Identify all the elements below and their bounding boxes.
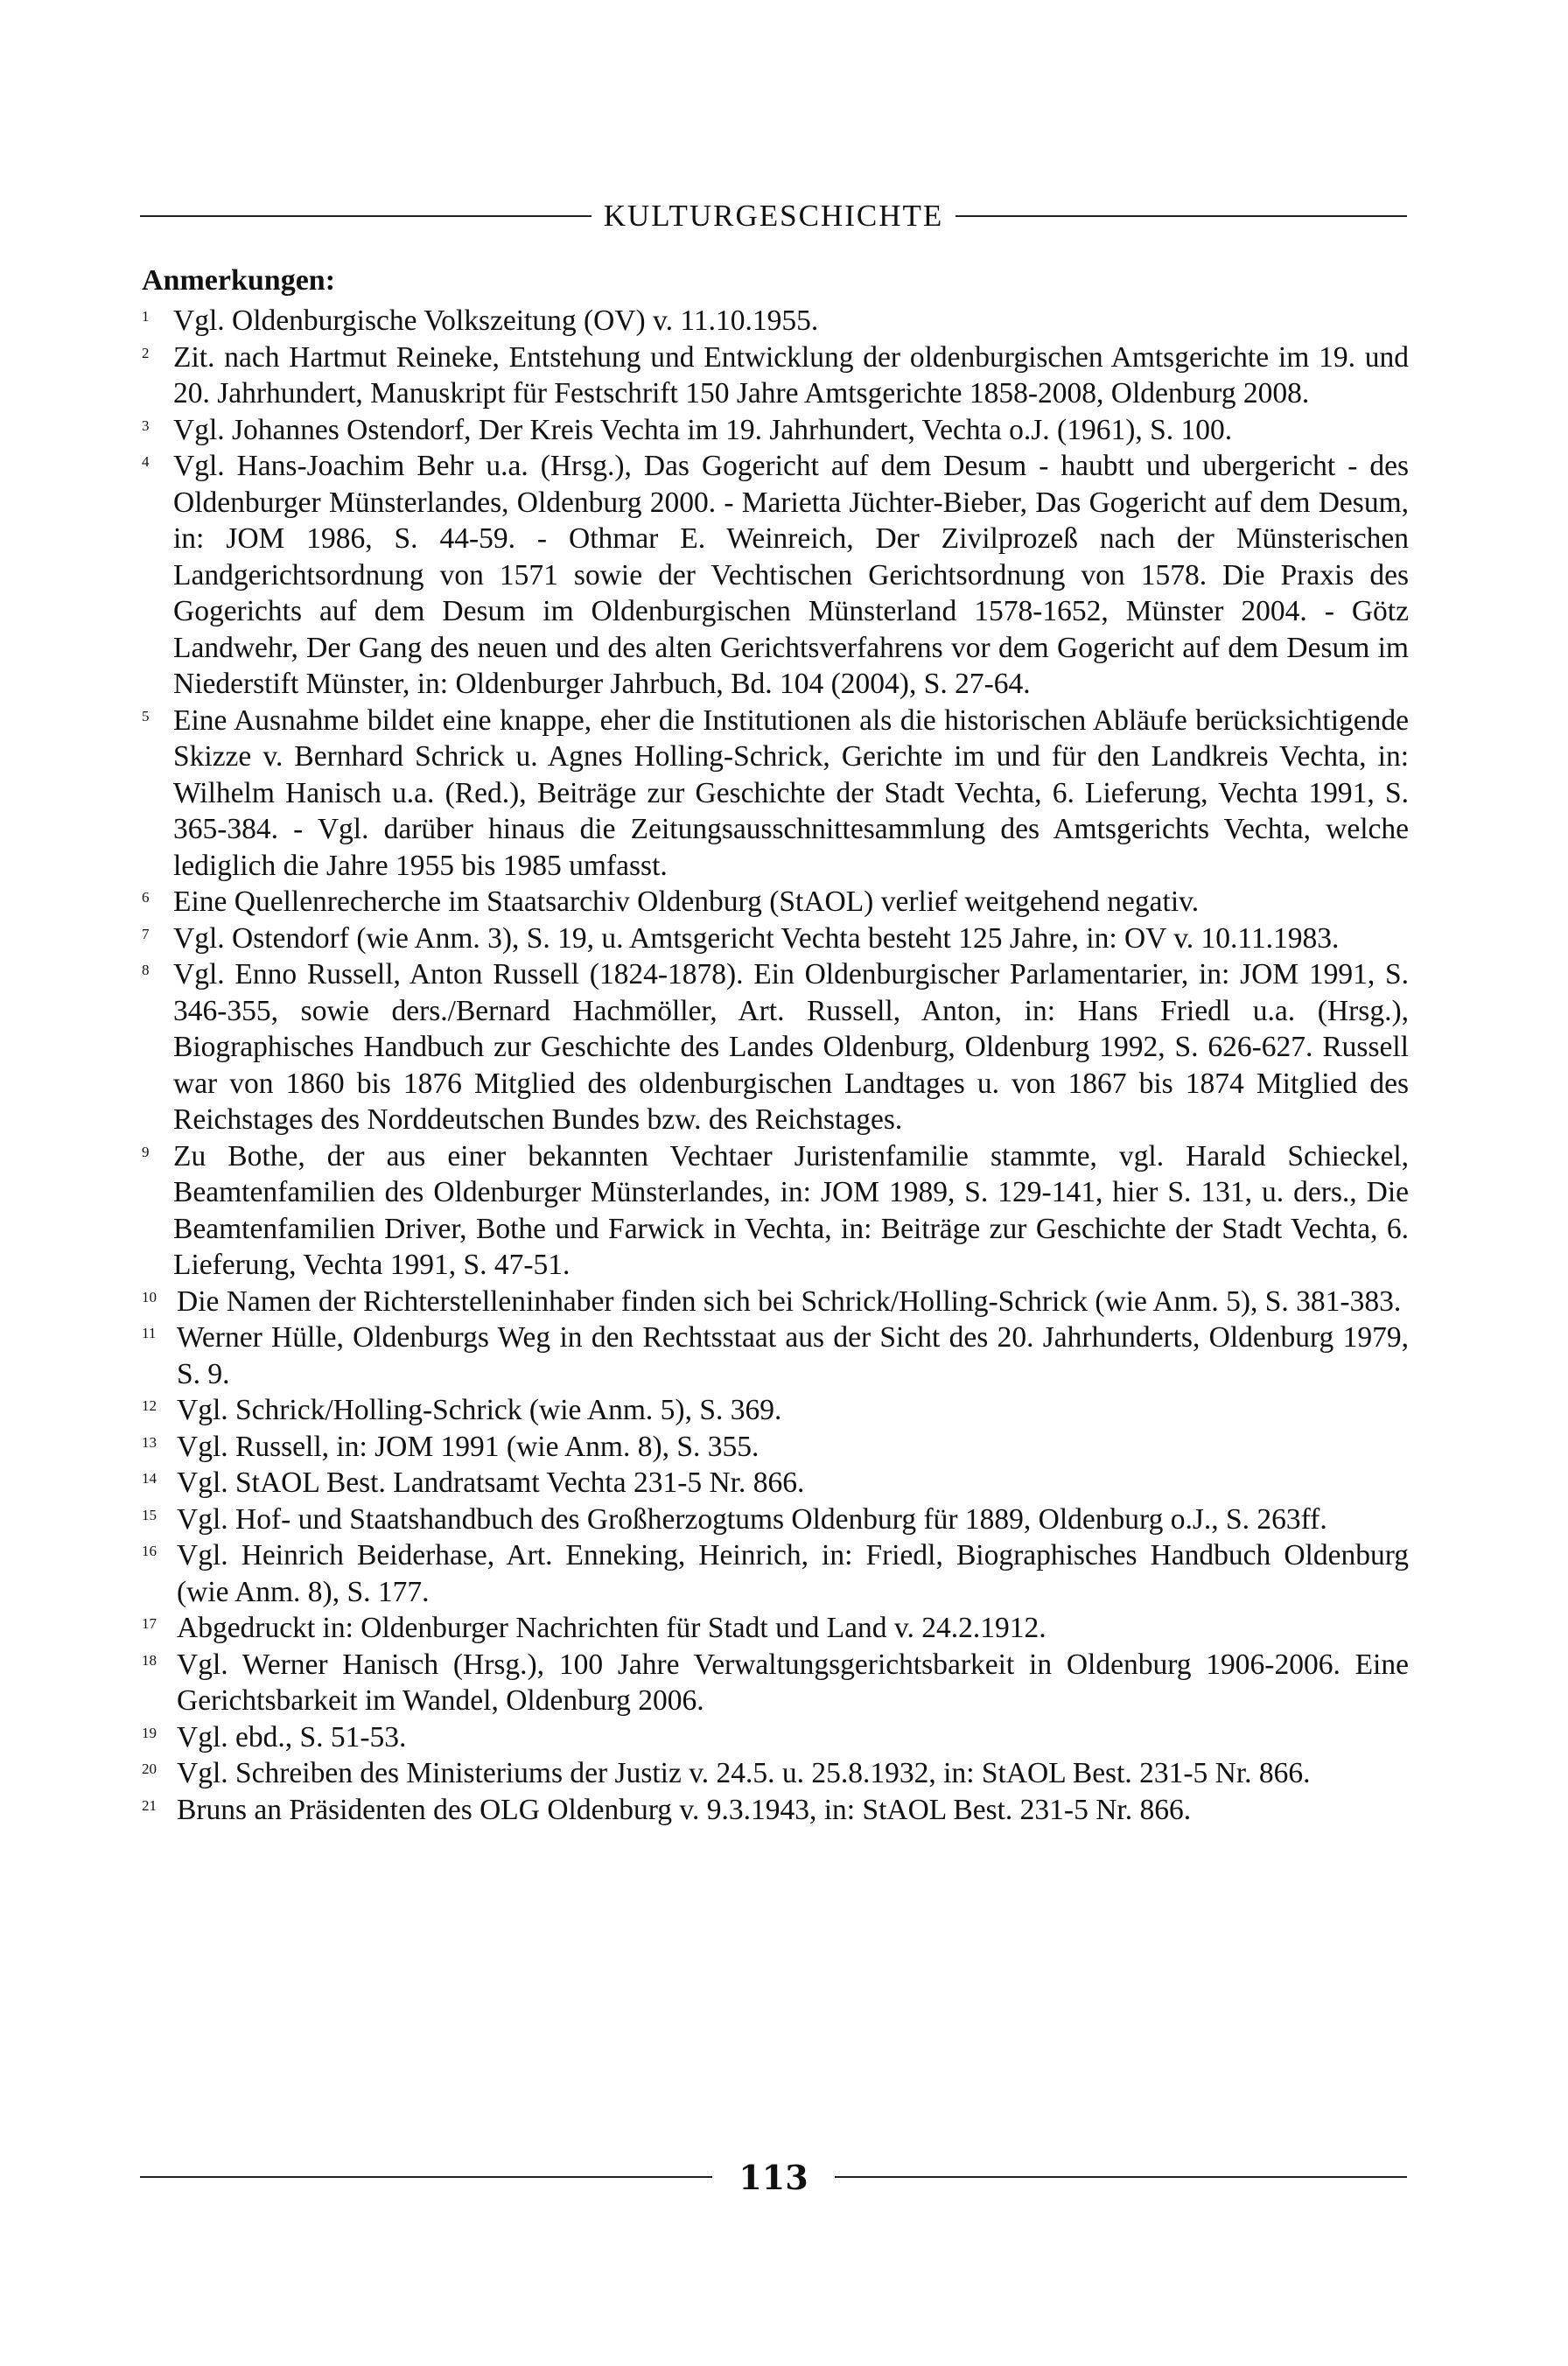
footnote-17 xyxy=(142,1610,1409,1647)
footnote-number: 7 xyxy=(142,925,150,942)
footnote-text: Vgl. Russell, in: JOM 1991 (wie Anm. 8), S. 355. xyxy=(177,1430,760,1463)
footnote-text: Vgl. ebd., S. 51-53. xyxy=(177,1720,407,1754)
header-rule-right xyxy=(956,215,1407,217)
footnote-9 xyxy=(142,1138,1409,1284)
footnote-11 xyxy=(142,1320,1409,1392)
footnote-7 xyxy=(142,920,1409,957)
footer-rule-left xyxy=(140,2176,712,2178)
footnote-number: 12 xyxy=(142,1397,157,1414)
footnote-15 xyxy=(142,1502,1409,1538)
footnote-text: Vgl. StAOL Best. Landratsamt Vechta 231-5 Nr. 866. xyxy=(177,1466,805,1499)
footnote-number: 9 xyxy=(142,1143,150,1160)
footnote-text: Vgl. Johannes Ostendorf, Der Kreis Vechta im 19. Jahrhundert, Vechta o.J. (1961), S. 100. xyxy=(173,413,1233,446)
footnote-number: 16 xyxy=(142,1543,157,1559)
footnote-number: 4 xyxy=(142,453,150,470)
footnote-text: Eine Quellenrecherche im Staatsarchiv Oldenburg (StAOL) verlief weitgehend negativ. xyxy=(173,886,1200,918)
footnote-18 xyxy=(142,1647,1409,1719)
footnote-16 xyxy=(142,1537,1409,1610)
footnote-6 xyxy=(142,884,1409,920)
footnote-number: 3 xyxy=(142,416,150,434)
footnote-number: 19 xyxy=(142,1724,157,1741)
footnote-number: 14 xyxy=(142,1470,157,1487)
footnote-number: 15 xyxy=(142,1506,157,1523)
footnote-number: 11 xyxy=(142,1325,157,1341)
header-title: KULTURGESCHICHTE xyxy=(603,199,944,233)
footnote-number: 21 xyxy=(142,1796,157,1814)
running-header xyxy=(140,194,1407,238)
footnote-text: Vgl. Schrick/Holling-Schrick (wie Anm. 5), S. 369. xyxy=(177,1394,782,1426)
footnote-text: Zit. nach Hartmut Reineke, Entstehung und Entwicklung der oldenburgischen Amtsgerichte im 19. und 20. Jahrhundert, Manuskript für Festschrift 150 Jahre Amtsgerichte 1858-2008, Oldenburg 2008. xyxy=(173,340,1409,410)
footnote-text: Vgl. Ostendorf (wie Anm. 3), S. 19, u. Amtsgericht Vechta besteht 125 Jahre, in: OV v. 10.11.1983. xyxy=(173,921,1340,955)
footnote-1 xyxy=(142,303,1409,340)
footnote-text: Vgl. Hans-Joachim Behr u.a. (Hrsg.), Das Gogericht auf dem Desum - haubtt und ubergericht - des Oldenburger Münsterlandes, Oldenburg 2000. - Marietta Jüchter-Bieber, Das Gogericht auf dem Desum, in: JOM 1986, S. 44-59. - Othmar E. Weinreich, Der Zivilprozeß nach der Münsterischen Landgerichtsordnung von 1571 sowie der Vechtischen Gerichtsordnung von 1578. Die Praxis des Gogerichts auf dem Desum im Oldenburgischen Münsterland 1578-1652, Münster 2004. - Götz Landwehr, Der Gang des neuen und des alten Gerichtsverfahrens vor dem Gogericht auf dem Desum im Niederstift Münster, in: Oldenburger Jahrbuch, Bd. 104 (2004), S. 27-64. xyxy=(173,450,1409,700)
footnote-number: 10 xyxy=(142,1288,157,1306)
footnote-4 xyxy=(142,448,1409,703)
footnote-19 xyxy=(142,1719,1409,1756)
page-footer xyxy=(140,2151,1407,2203)
footnote-number: 20 xyxy=(142,1760,157,1777)
footnote-13 xyxy=(142,1429,1409,1466)
footnote-number: 8 xyxy=(142,962,150,978)
footer-rule-right xyxy=(835,2176,1407,2178)
footnote-text: Bruns an Präsidenten des OLG Oldenburg v. 9.3.1943, in: StAOL Best. 231-5 Nr. 866. xyxy=(177,1793,1192,1826)
footnote-text: Vgl. Schreiben des Ministeriums der Justiz v. 24.5. u. 25.8.1932, in: StAOL Best. 231-5 Nr. 866. xyxy=(177,1757,1311,1789)
header-rule-left xyxy=(140,215,592,217)
footnote-text: Vgl. Enno Russell, Anton Russell (1824-1878). Ein Oldenburgischer Parlamentarier, in: JOM 1991, S. 346-355, sowie ders./Bernard Hachmöller, Art. Russell, Anton, in: Hans Friedl u.a. (Hrsg.), Biographisches Handbuch zur Geschichte des Landes Oldenburg, Oldenburg 1992, S. 626-627. Russell war von 1860 bis 1876 Mitglied des oldenburgischen Landtages u. von 1867 bis 1874 Mitglied des Reichstages des Norddeutschen Bundes bzw. des Reichstages. xyxy=(173,958,1409,1136)
footnote-20 xyxy=(142,1755,1409,1792)
footnote-text: Vgl. Werner Hanisch (Hrsg.), 100 Jahre Verwaltungsgerichtsbarkeit in Oldenburg 1906-2006. Eine Gerichtsbarkeit im Wandel, Oldenburg 2006. xyxy=(177,1648,1409,1717)
footnote-number: 13 xyxy=(142,1433,157,1451)
footnote-text: Vgl. Heinrich Beiderhase, Art. Enneking, Heinrich, in: Friedl, Biographisches Handbuch Oldenburg (wie Anm. 8), S. 177. xyxy=(177,1539,1409,1608)
footnote-12 xyxy=(142,1392,1409,1429)
footnote-8 xyxy=(142,956,1409,1138)
footnote-text: Abgedruckt in: Oldenburger Nachrichten für Stadt und Land v. 24.2.1912. xyxy=(177,1612,1046,1644)
footnote-number: 5 xyxy=(142,707,150,724)
footnote-text: Werner Hülle, Oldenburgs Weg in den Rechtsstaat aus der Sicht des 20. Jahrhunderts, Oldenburg 1979, S. 9. xyxy=(177,1321,1409,1390)
footnote-text: Vgl. Hof- und Staatshandbuch des Großherzogtums Oldenburg für 1889, Oldenburg o.J., S. 263ff. xyxy=(177,1502,1327,1536)
footnote-number: 2 xyxy=(142,344,150,361)
footnote-number: 17 xyxy=(142,1615,157,1632)
footnote-2 xyxy=(142,340,1409,412)
notes-heading: Anmerkungen: xyxy=(142,264,336,297)
footnote-5 xyxy=(142,703,1409,885)
footnote-number: 6 xyxy=(142,889,150,906)
footnote-21 xyxy=(142,1792,1409,1829)
footnote-3 xyxy=(142,412,1409,449)
footnote-text: Die Namen der Richterstelleninhaber finden sich bei Schrick/Holling-Schrick (wie Anm. 5), S. 381-383. xyxy=(177,1284,1402,1318)
page-number: 113 xyxy=(738,2157,808,2197)
footnote-10 xyxy=(142,1284,1409,1320)
footnote-14 xyxy=(142,1465,1409,1502)
footnote-number: 1 xyxy=(142,308,150,325)
footnote-text: Vgl. Oldenburgische Volkszeitung (OV) v. 11.10.1955. xyxy=(173,304,819,337)
notes-list xyxy=(142,303,1409,1828)
footnote-text: Eine Ausnahme bildet eine knappe, eher die Institutionen als die historischen Abläufe berücksichtigende Skizze v. Bernhard Schrick u. Agnes Holling-Schrick, Gerichte im und für den Landkreis Vechta, in: Wilhelm Hanisch u.a. (Red.), Beiträge zur Geschichte der Stadt Vechta, 6. Lieferung, Vechta 1991, S. 365-384. - Vgl. darüber hinaus die Zeitungsausschnittesammlung des Amtsgerichts Vechta, welche lediglich die Jahre 1955 bis 1985 umfasst. xyxy=(173,704,1409,882)
footnote-text: Zu Bothe, der aus einer bekannten Vechtaer Juristenfamilie stammte, vgl. Harald Schieckel, Beamtenfamilien des Oldenburger Münsterlandes, in: JOM 1989, S. 129-141, hier S. 131, u. ders., Die Beamtenfamilien Driver, Bothe und Farwick in Vechta, in: Beiträge zur Geschichte der Stadt Vechta, 6. Lieferung, Vechta 1991, S. 47-51. xyxy=(173,1139,1409,1281)
footnote-number: 18 xyxy=(142,1651,157,1669)
